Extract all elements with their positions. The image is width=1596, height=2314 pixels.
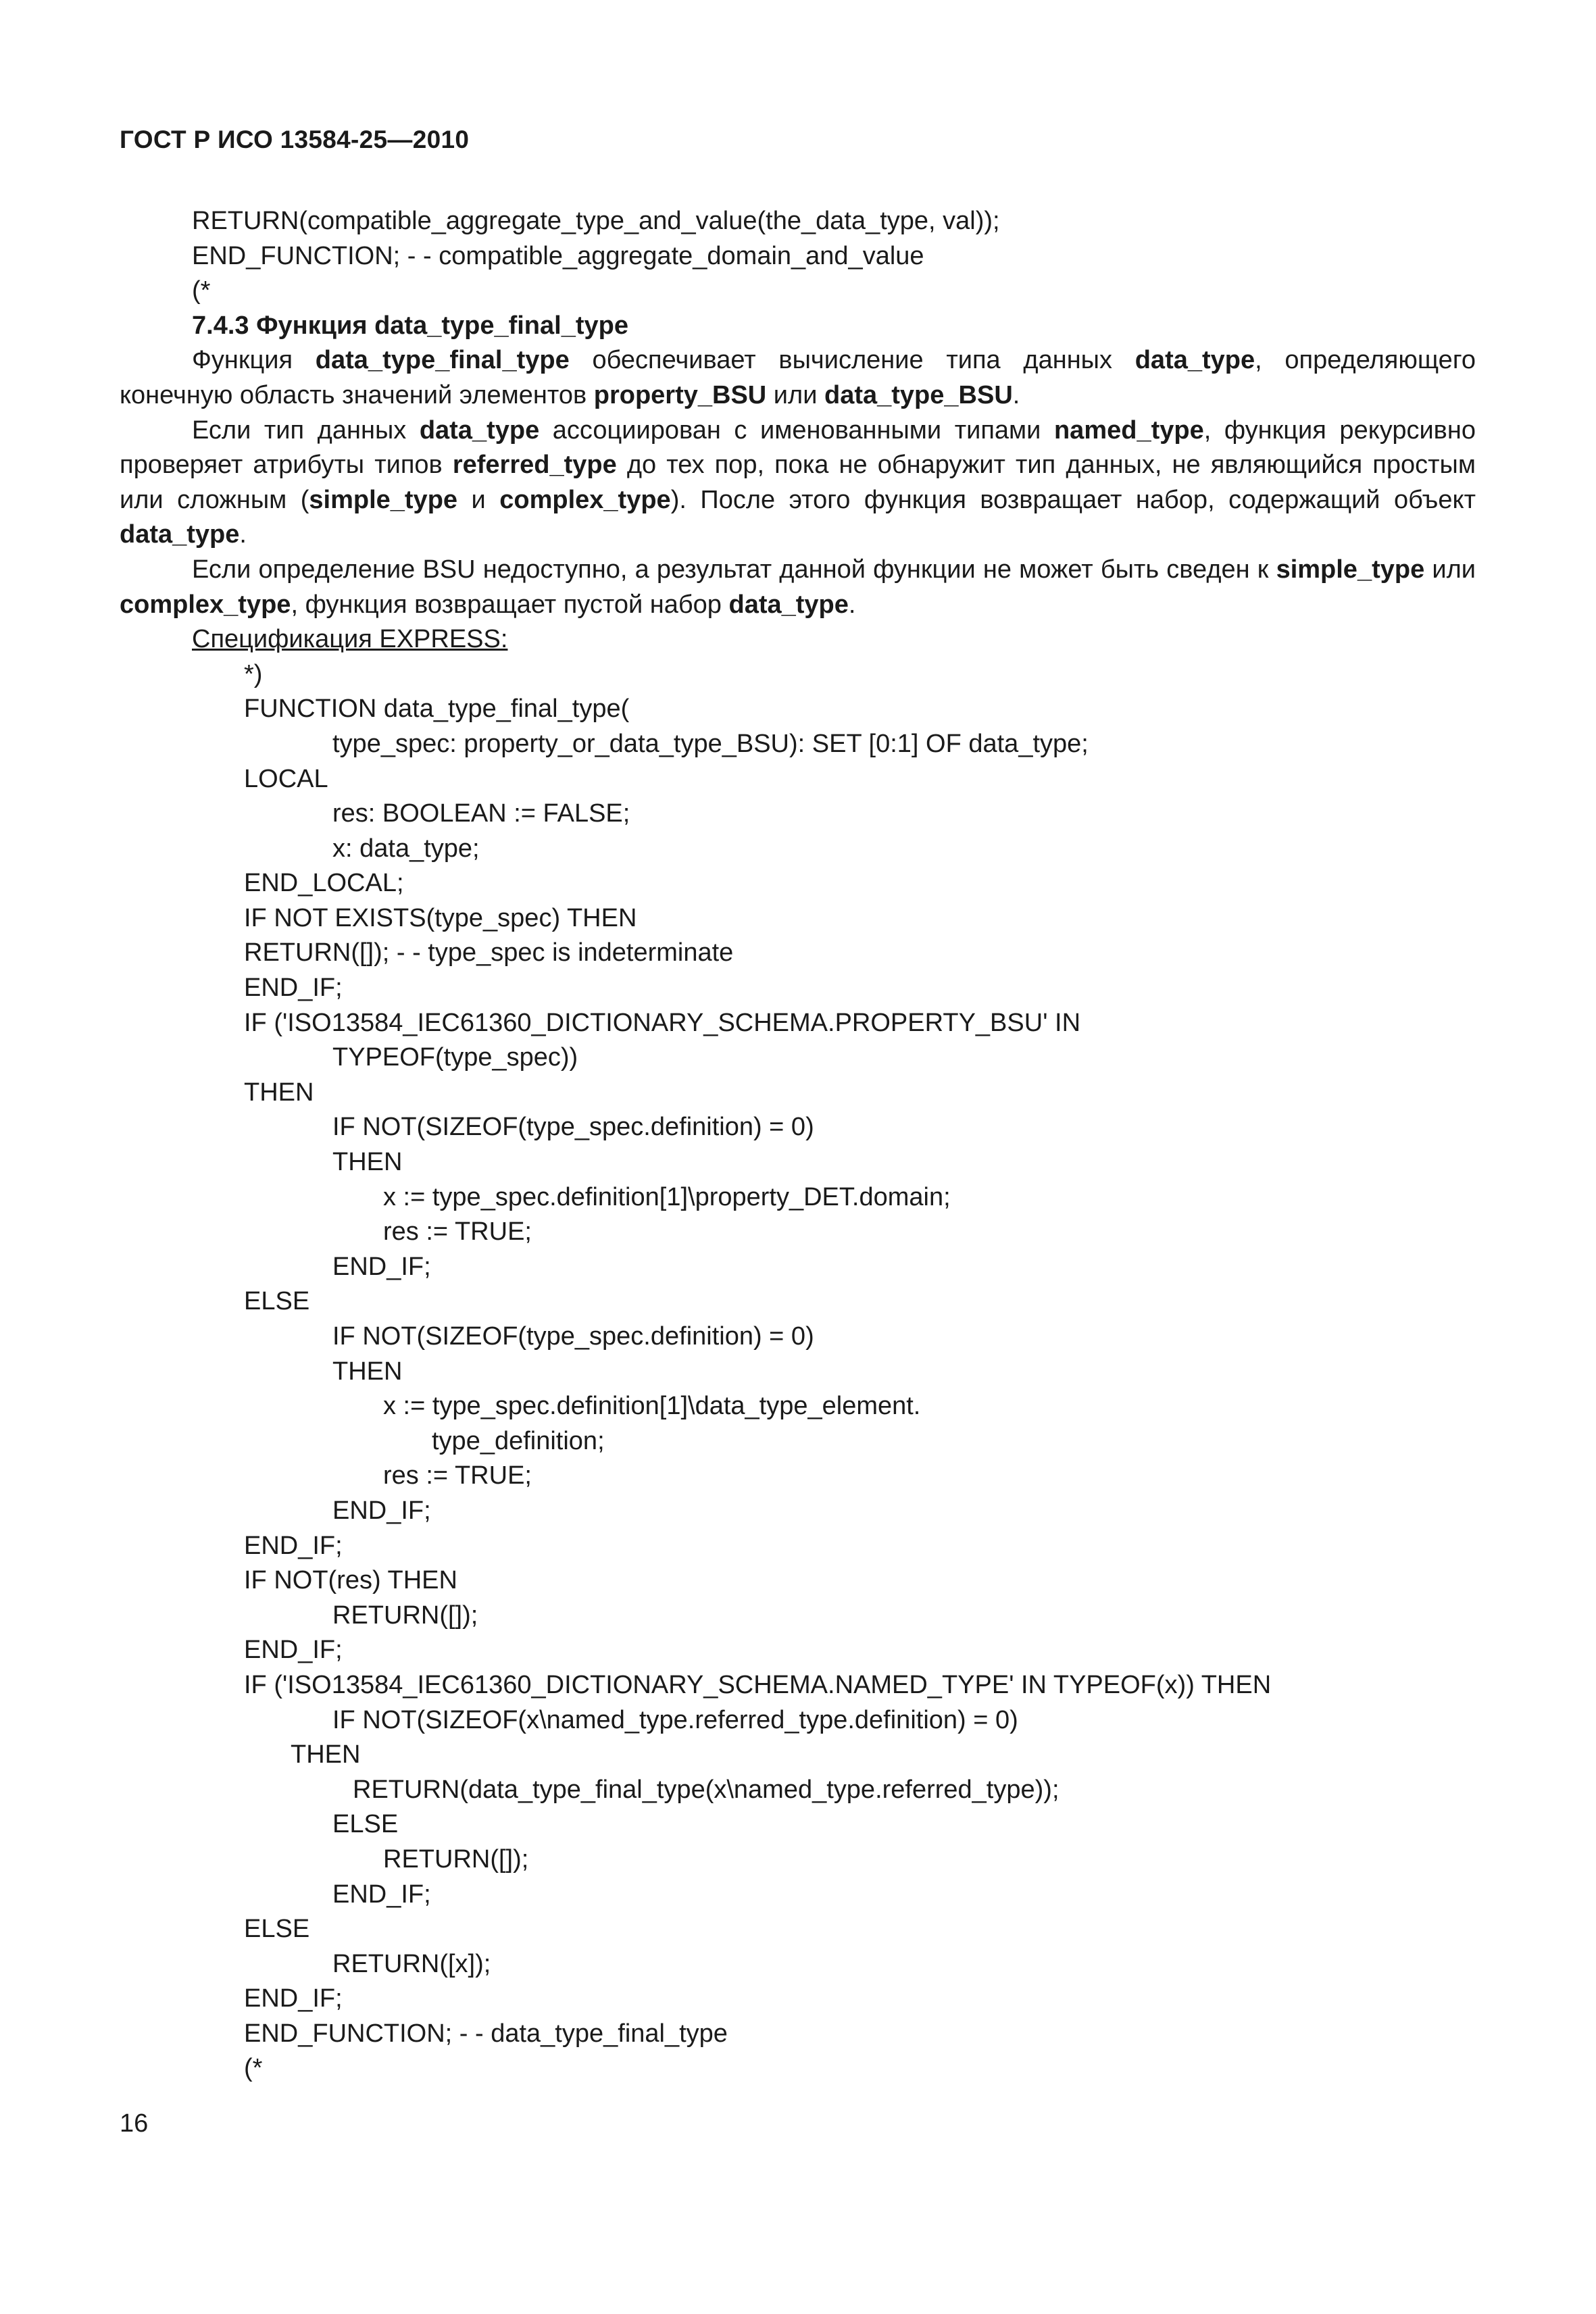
- code-line: THEN: [244, 1078, 314, 1107]
- code-line: TYPEOF(type_spec)): [332, 1043, 578, 1072]
- code-line: END_IF;: [244, 974, 343, 1003]
- code-line: res: BOOLEAN := FALSE;: [332, 799, 630, 828]
- code-line: x := type_spec.definition[1]\data_type_element.: [383, 1392, 921, 1421]
- code-line: IF NOT(SIZEOF(type_spec.definition) = 0): [332, 1113, 814, 1142]
- paragraph-1: Функция data_type_final_type обеспечивает вычисление типа данных data_type, определяющего конечную область значений элементов property_BSU или data_type_BSU.: [120, 346, 1476, 409]
- code-line: END_FUNCTION; - - data_type_final_type: [244, 2019, 728, 2048]
- code-line: END_FUNCTION; - - compatible_aggregate_domain_and_value: [192, 241, 924, 270]
- code-line: x := type_spec.definition[1]\property_DET.domain;: [383, 1182, 951, 1211]
- code-line: ELSE: [244, 1915, 310, 1944]
- code-line: END_IF;: [332, 1880, 431, 1909]
- code-line: END_IF;: [244, 1984, 343, 2013]
- code-line: RETURN(data_type_final_type(x\named_type.referred_type));: [353, 1775, 1059, 1804]
- paragraph-3: Если определение BSU недоступно, а результат данной функции не может быть сведен к simple_type или complex_type, функция возвращает пустой набор data_type.: [120, 555, 1476, 619]
- code-line: END_IF;: [244, 1636, 343, 1665]
- spec-label: Спецификация EXPRESS:: [192, 625, 508, 654]
- code-line: (*: [192, 276, 211, 305]
- code-line: THEN: [291, 1740, 361, 1769]
- code-line: IF ('ISO13584_IEC61360_DICTIONARY_SCHEMA.NAMED_TYPE' IN TYPEOF(x)) THEN: [244, 1670, 1272, 1699]
- code-line: res := TRUE;: [383, 1217, 532, 1247]
- code-line: FUNCTION data_type_final_type(: [244, 695, 630, 724]
- code-line: RETURN([x]);: [332, 1949, 491, 1978]
- code-line: LOCAL: [244, 764, 328, 793]
- code-line: type_definition;: [432, 1426, 605, 1455]
- code-line: RETURN([]);: [383, 1844, 529, 1873]
- code-line: END_LOCAL;: [244, 869, 404, 898]
- code-line: x: data_type;: [332, 834, 480, 863]
- code-line: RETURN([]); - - type_spec is indeterminate: [244, 938, 734, 967]
- code-line: IF ('ISO13584_IEC61360_DICTIONARY_SCHEMA.PROPERTY_BSU' IN: [244, 1008, 1081, 1037]
- code-line: IF NOT(SIZEOF(x\named_type.referred_type.definition) = 0): [332, 1705, 1018, 1734]
- paragraph-2: Если тип данных data_type ассоциирован с именованными типами named_type, функция рекурсивно проверяет атрибуты типов referred_type до тех пор, пока не обнаружит тип данных, не являющийся простым или сложным (simple_type и complex_type). После этого функция возвращает набор, содержащий объект data_type.: [120, 416, 1476, 549]
- code-line: (*: [244, 2054, 263, 2083]
- code-line: END_IF;: [244, 1531, 343, 1560]
- code-line: THEN: [332, 1148, 403, 1177]
- section-heading: 7.4.3 Функция data_type_final_type: [192, 311, 628, 340]
- document-header: ГОСТ Р ИСО 13584-25—2010: [120, 126, 470, 153]
- page-content: [120, 204, 1476, 2086]
- code-line: *): [244, 659, 263, 688]
- code-line: RETURN([]);: [332, 1601, 478, 1630]
- code-line: res := TRUE;: [383, 1461, 532, 1490]
- code-line: type_spec: property_or_data_type_BSU): SET [0:1] OF data_type;: [332, 729, 1089, 758]
- code-line: END_IF;: [332, 1252, 431, 1281]
- code-line: IF NOT(SIZEOF(type_spec.definition) = 0): [332, 1322, 814, 1351]
- code-line: IF NOT EXISTS(type_spec) THEN: [244, 903, 637, 932]
- page-number: 16: [120, 2109, 149, 2138]
- code-line: ELSE: [332, 1810, 399, 1839]
- code-line: IF NOT(res) THEN: [244, 1566, 457, 1595]
- code-line: THEN: [332, 1357, 403, 1386]
- code-line: RETURN(compatible_aggregate_type_and_value(the_data_type, val));: [192, 207, 1000, 235]
- code-line: ELSE: [244, 1287, 310, 1316]
- code-line: END_IF;: [332, 1496, 431, 1525]
